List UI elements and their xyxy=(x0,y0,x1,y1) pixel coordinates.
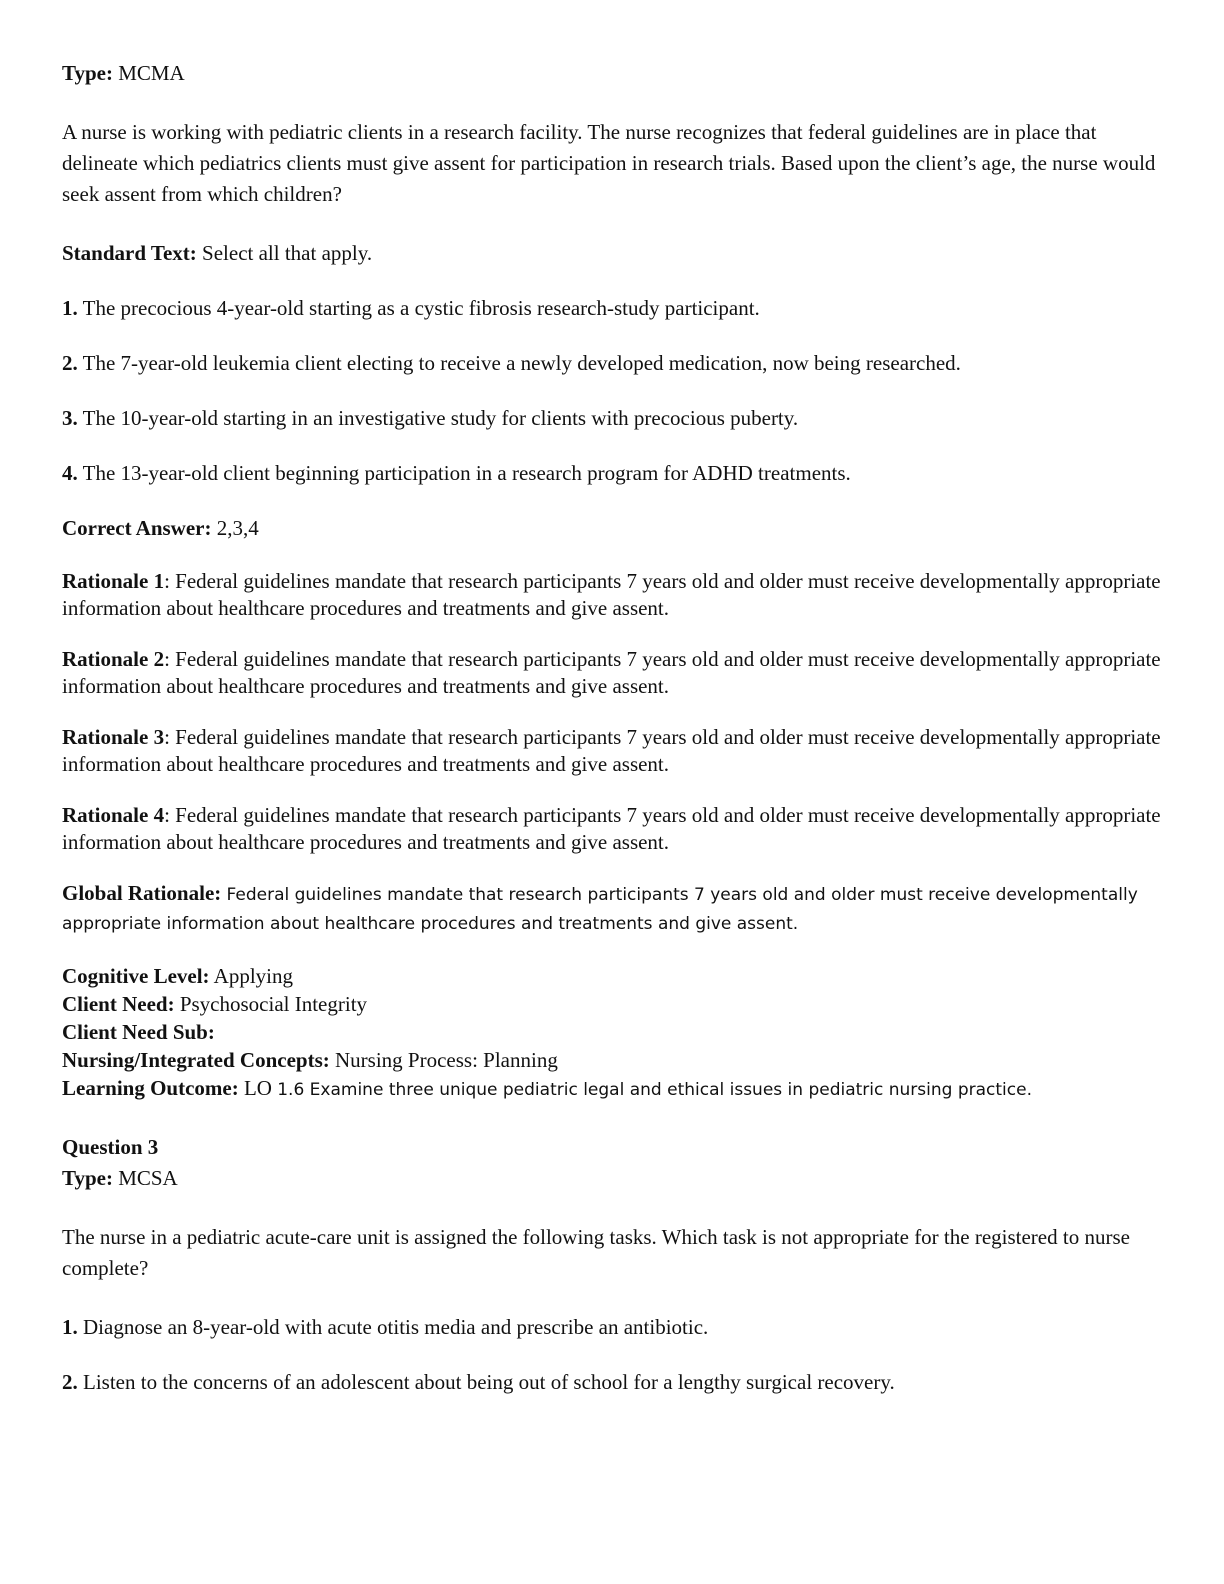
q2-global-rationale: Global Rationale: Federal guidelines mandate that research participants 7 years old and older must receive developmentally appropriate information about healthcare procedures and treatments and give assent. xyxy=(62,881,1138,934)
q2-option-4: 4. The 13-year-old client beginning participation in a research program for ADHD treatments. xyxy=(62,461,851,485)
q3-stem: The nurse in a pediatric acute-care unit is assigned the following tasks. Which task is not appropriate for the registered to nurse complete? xyxy=(62,1225,1130,1280)
q2-client-need: Client Need: Psychosocial Integrity xyxy=(62,992,368,1016)
q2-correct-answer: Correct Answer: 2,3,4 xyxy=(62,516,259,540)
document-page xyxy=(62,58,1162,1398)
q3-option-1: 1. Diagnose an 8-year-old with acute otitis media and prescribe an antibiotic. xyxy=(62,1315,709,1339)
q2-option-1: 1. The precocious 4-year-old starting as a cystic fibrosis research-study participant. xyxy=(62,296,760,320)
q2-learning-outcome: Learning Outcome: LO 1.6 Examine three unique pediatric legal and ethical issues in pediatric nursing practice. xyxy=(62,1076,1032,1100)
q2-standard-text: Standard Text: Select all that apply. xyxy=(62,241,373,265)
q2-concepts: Nursing/Integrated Concepts: Nursing Process: Planning xyxy=(62,1048,558,1072)
q2-stem: A nurse is working with pediatric clients in a research facility. The nurse recognizes that federal guidelines are in place that delineate which pediatrics clients must give assent for participation in research trials. Based upon the client’s age, the nurse would seek assent from which children? xyxy=(62,120,1156,206)
q2-rationale-2: Rationale 2: Federal guidelines mandate that research participants 7 years old and older must receive developmentally appropriate information about healthcare procedures and treatments and give assent. xyxy=(62,647,1161,698)
q2-option-3: 3. The 10-year-old starting in an investigative study for clients with precocious puberty. xyxy=(62,406,799,430)
q2-rationale-3: Rationale 3: Federal guidelines mandate that research participants 7 years old and older must receive developmentally appropriate information about healthcare procedures and treatments and give assent. xyxy=(62,725,1161,776)
q2-cognitive-level: Cognitive Level: Applying xyxy=(62,964,293,988)
q2-rationale-1: Rationale 1: Federal guidelines mandate that research participants 7 years old and older must receive developmentally appropriate information about healthcare procedures and treatments and give assent. xyxy=(62,569,1161,620)
q2-client-need-sub: Client Need Sub: xyxy=(62,1020,215,1044)
q3-type: Type: MCSA xyxy=(62,1166,178,1190)
q2-rationale-4: Rationale 4: Federal guidelines mandate that research participants 7 years old and older must receive developmentally appropriate information about healthcare procedures and treatments and give assent. xyxy=(62,803,1161,854)
q2-metadata xyxy=(62,962,1162,1104)
q3-heading: Question 3 xyxy=(62,1135,159,1159)
q3-option-2: 2. Listen to the concerns of an adolescent about being out of school for a lengthy surgical recovery. xyxy=(62,1370,895,1394)
q2-option-2: 2. The 7-year-old leukemia client electing to receive a newly developed medication, now being researched. xyxy=(62,351,961,375)
q2-type: Type: MCMA xyxy=(62,61,185,85)
